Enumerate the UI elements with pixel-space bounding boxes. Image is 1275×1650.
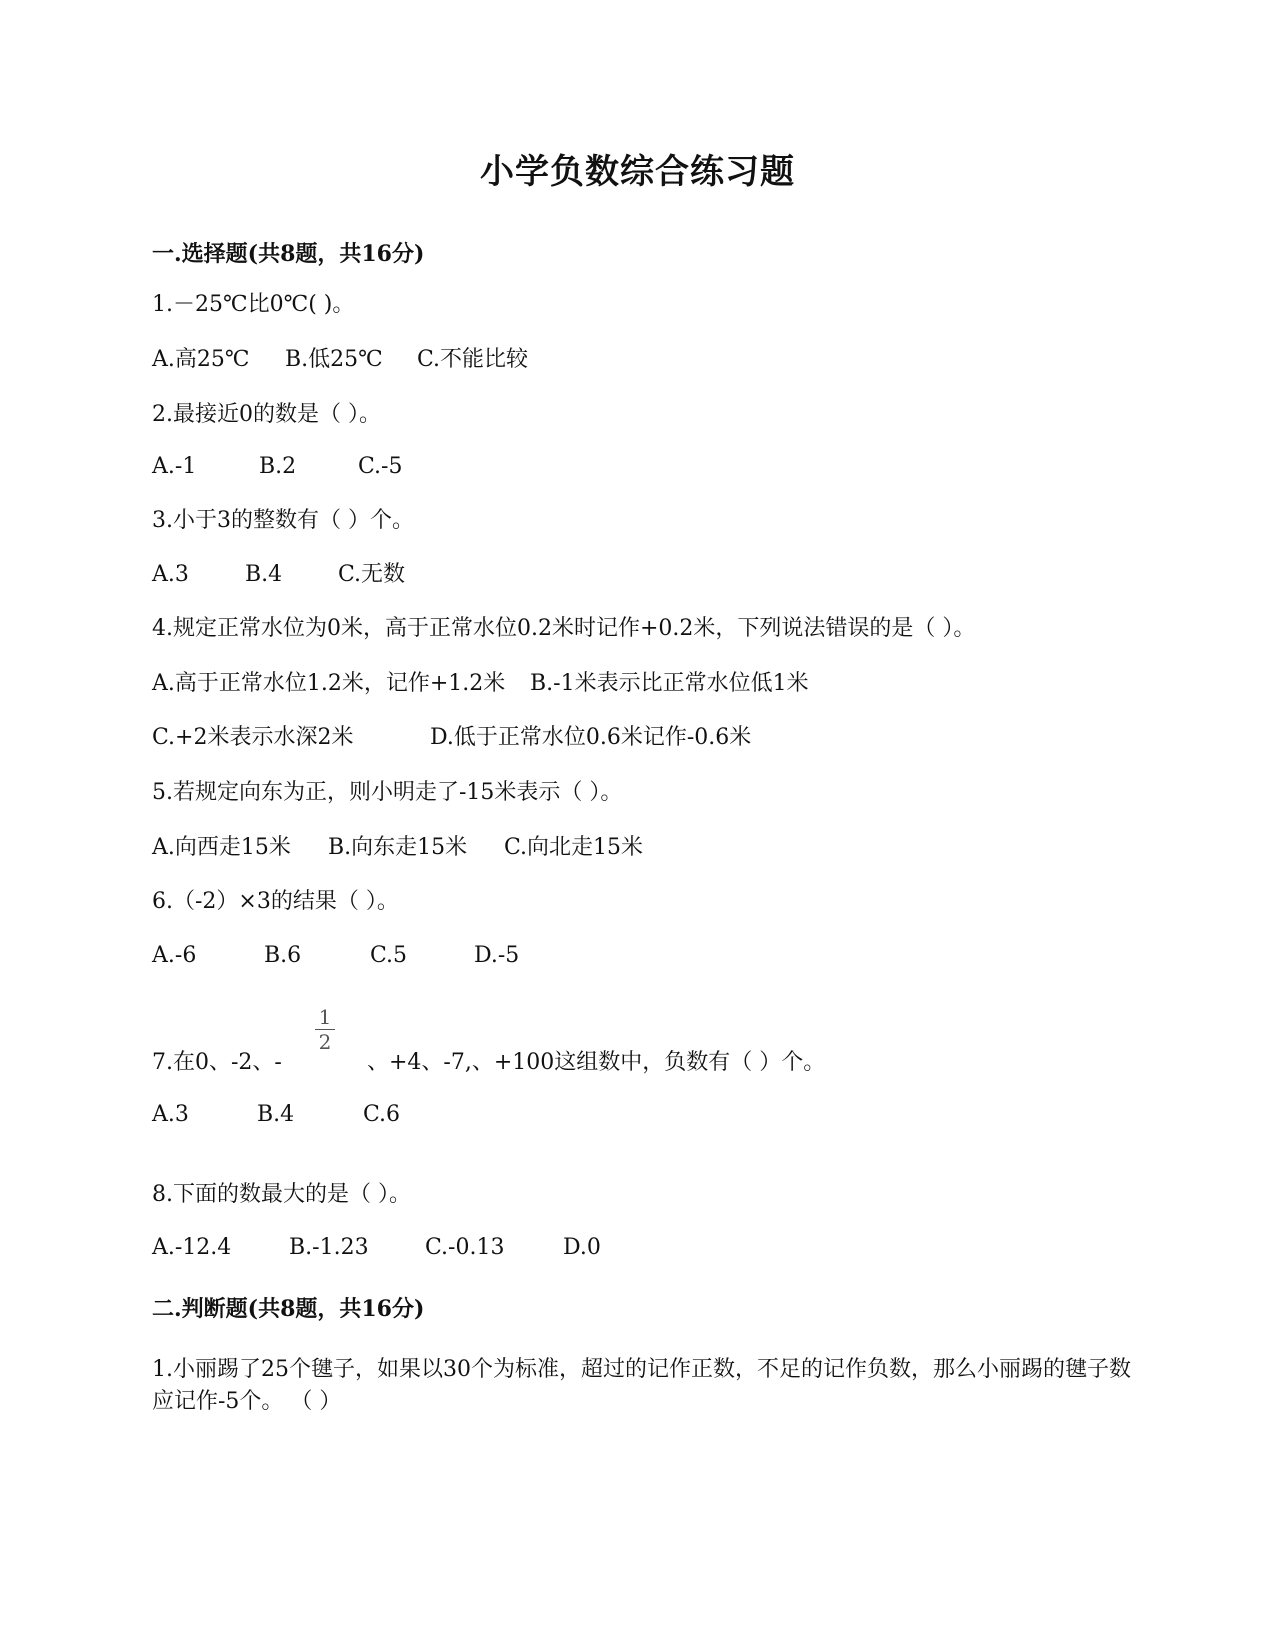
option-b: B.向东走15米 (328, 835, 468, 860)
option-d: D.0 (563, 1235, 601, 1260)
option-c: C.6 (363, 1102, 401, 1127)
option-d: D.低于正常水位0.6米记作-0.6米 (430, 725, 752, 750)
option-c: C.无数 (338, 562, 406, 587)
question-7-text-end: 、+4、-7,、+100这组数中，负数有（ ）个。 (367, 1050, 826, 1075)
option-c: C.-0.13 (425, 1235, 505, 1260)
option-c: C.5 (370, 943, 408, 968)
option-a: A.-1 (152, 454, 197, 479)
option-c: C.不能比较 (417, 347, 529, 372)
question-3: 3.小于3的整数有（ ）个。 (152, 508, 414, 533)
fraction-one-half (313, 1006, 337, 1053)
fraction-denominator: 2 (318, 1030, 332, 1054)
option-a: A.高于正常水位1.2米，记作+1.2米 (152, 671, 506, 696)
option-b: B.6 (264, 943, 302, 968)
section-heading-true-false: 二.判断题(共8题，共16分) (152, 1296, 425, 1322)
option-a: A.向西走15米 (152, 835, 291, 860)
option-b: B.4 (245, 562, 283, 587)
question-8: 8.下面的数最大的是（ ）。 (152, 1182, 411, 1207)
page-title: 小学负数综合练习题 (480, 152, 795, 192)
option-a: A.-6 (152, 943, 197, 968)
option-c: C.-5 (358, 454, 403, 479)
option-c: C.向北走15米 (504, 835, 644, 860)
question-1: 1.－25℃比0℃( )。 (152, 292, 355, 317)
option-a: A.3 (152, 1102, 189, 1127)
fraction-numerator: 1 (318, 1005, 332, 1029)
option-b: B.2 (259, 454, 297, 479)
question-6: 6.（-2）×3的结果（ ）。 (152, 889, 399, 914)
question-2: 2.最接近0的数是（ ）。 (152, 402, 381, 427)
option-b: B.4 (257, 1102, 295, 1127)
question-7-text-start: 7.在0、-2、- (152, 1050, 282, 1075)
question-5: 5.若规定向东为正，则小明走了-15米表示（ ）。 (152, 780, 623, 805)
option-b: B.低25℃ (285, 347, 383, 372)
question-4: 4.规定正常水位为0米，高于正常水位0.2米时记作+0.2米，下列说法错误的是（ ）。 (152, 616, 976, 641)
question-7 (152, 1048, 1152, 1078)
option-c: C.+2米表示水深2米 (152, 725, 354, 750)
option-a: A.-12.4 (152, 1235, 232, 1260)
judgement-question-1: 1.小丽踢了25个毽子，如果以30个为标准，超过的记作正数，不足的记作负数，那么小丽踢的毽子数应记作-5个。 （ ） (152, 1357, 1131, 1414)
section-heading-choice: 一.选择题(共8题，共16分) (152, 241, 425, 267)
option-a: A.3 (152, 562, 189, 587)
option-b: B.-1米表示比正常水位低1米 (530, 671, 809, 696)
option-b: B.-1.23 (289, 1235, 369, 1260)
option-d: D.-5 (474, 943, 520, 968)
option-a: A.高25℃ (152, 347, 250, 372)
